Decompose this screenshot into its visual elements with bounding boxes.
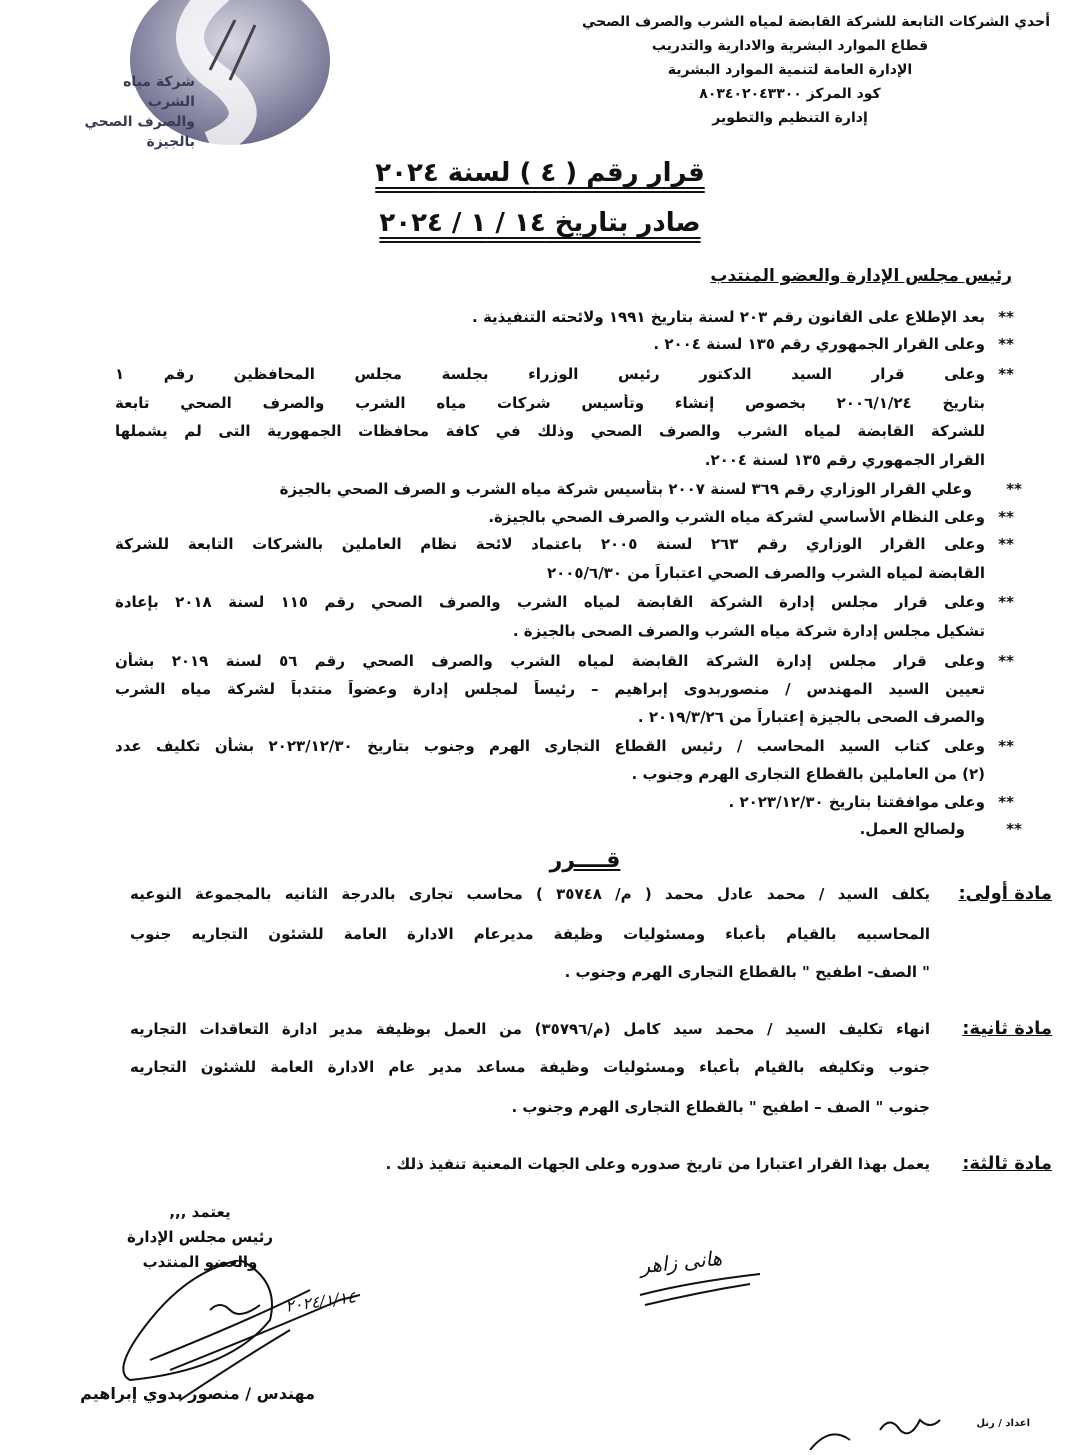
article-line: يكلف السيد / محمد عادل محمد ( م/ ٣٥٧٤٨ ) محاسب تجارى بالدرجة الثانيه بالمجموعة النوعيه <box>130 885 930 903</box>
clause-marker: ** <box>998 593 1014 611</box>
clause-line: وعلى قرار مجلس إدارة الشركة القابضة لمياه الشرب والصرف الصحي رقم ٥٦ لسنة ٢٠١٩ بشأن <box>115 652 985 670</box>
logo-text-line: والصرف الصحي بالجيزة <box>84 114 195 150</box>
second-signature-underline-icon <box>630 1270 780 1310</box>
signer-role: رئيس مجلس الإدارة <box>126 1228 274 1246</box>
clause-marker: ** <box>1006 480 1022 498</box>
clause-line: وعلى القرار الوزاري رقم ٢٦٣ لسنة ٢٠٠٥ باعتماد لائحة نظام العاملين بالشركات التابعة للشركة <box>115 535 985 553</box>
clause-line: تشكيل مجلس إدارة شركة مياه الشرب والصرف الصحى بالجيزة . <box>512 622 985 640</box>
clause-marker: ** <box>998 535 1014 553</box>
clause-marker: ** <box>1006 820 1022 838</box>
clause-line: ولصالح العمل. <box>859 820 965 838</box>
signer-role: والعضو المنتدب <box>142 1253 258 1271</box>
clause-line: القابضة لمياه الشرب والصرف الصحي اعتباراً من ٢٠٠٥/٦/٣٠ <box>546 564 985 582</box>
issue-date: صادر بتاريخ ١٤ / ١ / ٢٠٢٤ <box>379 208 701 238</box>
clause-line: وعلى النظام الأساسي لشركة مياه الشرب والصرف الصحي بالجيزة. <box>488 508 985 526</box>
clause-marker: ** <box>998 652 1014 670</box>
clause-line: للشركة القابضة لمياه الشرب والصرف الصحي وذلك في كافة محافظات الجمهورية التى لم يشملها <box>115 422 985 440</box>
org-header <box>490 10 1050 130</box>
unit-name: إدارة التنظيم والتطوير <box>712 110 868 126</box>
article-line: يعمل بهذا القرار اعتبارا من تاريخ صدوره وعلى الجهات المعنية تنفيذ ذلك . <box>385 1155 930 1173</box>
clause-line: وعلى موافقتنا بتاريخ ٢٠٢٣/١٢/٣٠ . <box>728 793 985 811</box>
parent-company: أحدي الشركات التابعة للشركة القابضة لمياه الشرب والصرف الصحي <box>581 14 1050 30</box>
article-line: انهاء تكليف السيد / محمد سيد كامل (م/٣٥٧٩٦) من العمل بوظيفة مدير ادارة التعاقدات التجاريه <box>130 1020 930 1038</box>
clause-line: تعيين السيد المهندس / منصوربدوى إبراهيم – رئيساً لمجلس إدارة وعضواً منتدباً لشركة مياه الشرب <box>115 680 985 698</box>
sector-name: قطاع الموارد البشرية والادارية والتدريب <box>651 38 929 54</box>
company-logo <box>70 0 350 150</box>
second-signature-name: هانى زاهر <box>638 1245 724 1279</box>
article-line: " الصف- اطفيح " بالقطاع التجارى الهرم وجنوب . <box>564 963 930 981</box>
article-line: جنوب وتكليفه بالقيام بأعباء ومسئوليات وظيفة مساعد مدير عام الادارة العامة للشئون التجاريه <box>130 1058 930 1076</box>
clause-marker: ** <box>998 508 1014 526</box>
article-label: مادة ثالثة: <box>962 1153 1052 1174</box>
handwritten-date: ٢٠٢٤/١/١٤ <box>284 1287 357 1316</box>
clause-line: وعلى كتاب السيد المحاسب / رئيس القطاع التجارى الهرم وجنوب بتاريخ ٢٠٢٣/١٢/٣٠ بشأن تكليف عدد <box>115 737 985 755</box>
clause-marker: ** <box>998 793 1014 811</box>
clause-line: وعلى قرار السيد الدكتور رئيس الوزراء بجلسة مجلس المحافظين رقم ١ <box>115 365 985 383</box>
clause-marker: ** <box>998 365 1014 383</box>
prepared-by: اعداد / رنل <box>976 1418 1030 1429</box>
initials-scribble-icon <box>800 1410 1060 1450</box>
clause-line: القرار الجمهوري رقم ١٣٥ لسنة ٢٠٠٤. <box>704 451 985 469</box>
approves-label: يعتمد ,,, <box>169 1203 231 1221</box>
decision-title: قرار رقم ( ٤ ) لسنة ٢٠٢٤ <box>375 158 705 188</box>
logo-text-line: شركة مياه الشرب <box>123 74 195 110</box>
preamble-heading: رئيس مجلس الإدارة والعضو المنتدب <box>710 266 1012 286</box>
clause-marker: ** <box>998 308 1014 326</box>
signer-name: مهندس / منصور بدوي إبراهيم <box>80 1384 315 1403</box>
clause-line: وعلى قرار مجلس إدارة الشركة القابضة لمياه الشرب والصرف الصحي رقم ١١٥ لسنة ٢٠١٨ بإعادة <box>115 593 985 611</box>
clause-line: وعلي القرار الوزاري رقم ٣٦٩ لسنة ٢٠٠٧ بتأسيس شركة مياه الشرب و الصرف الصحي بالجيزة <box>279 480 972 498</box>
clause-marker: ** <box>998 335 1014 353</box>
clause-line: (٢) من العاملين بالقطاع التجارى الهرم وجنوب . <box>631 765 985 783</box>
clause-line: والصرف الصحى بالجيزة إعتباراً من ٢٠١٩/٣/٢٦ . <box>637 708 985 726</box>
decides-heading: قــــرر <box>549 848 621 873</box>
department-name: الإدارة العامة لتنمية الموارد البشرية <box>667 62 913 78</box>
article-label: مادة أولى: <box>958 883 1052 904</box>
article-line: المحاسبيه بالقيام بأعباء ومسئوليات وظيفة مديرعام الادارة العامة للشئون التجاريه جنوب <box>130 925 930 943</box>
clause-line: وعلى القرار الجمهوري رقم ١٣٥ لسنة ٢٠٠٤ . <box>653 335 985 353</box>
article-line: جنوب " الصف – اطفيح " بالقطاع التجارى الهرم وجنوب . <box>511 1098 930 1116</box>
clause-line: بعد الإطلاع على القانون رقم ٢٠٣ لسنة بتاريخ ١٩٩١ ولائحته التنفيذية . <box>472 308 985 326</box>
clause-marker: ** <box>998 737 1014 755</box>
article-label: مادة ثانية: <box>962 1018 1052 1039</box>
clause-line: بتاريخ ٢٠٠٦/١/٢٤ بخصوص إنشاء وتأسيس شركات مياه الشرب والصرف الصحي تابعة <box>115 394 985 412</box>
center-code: كود المركز ٨٠٣٤٠٢٠٤٣٣٠٠ <box>699 86 881 102</box>
